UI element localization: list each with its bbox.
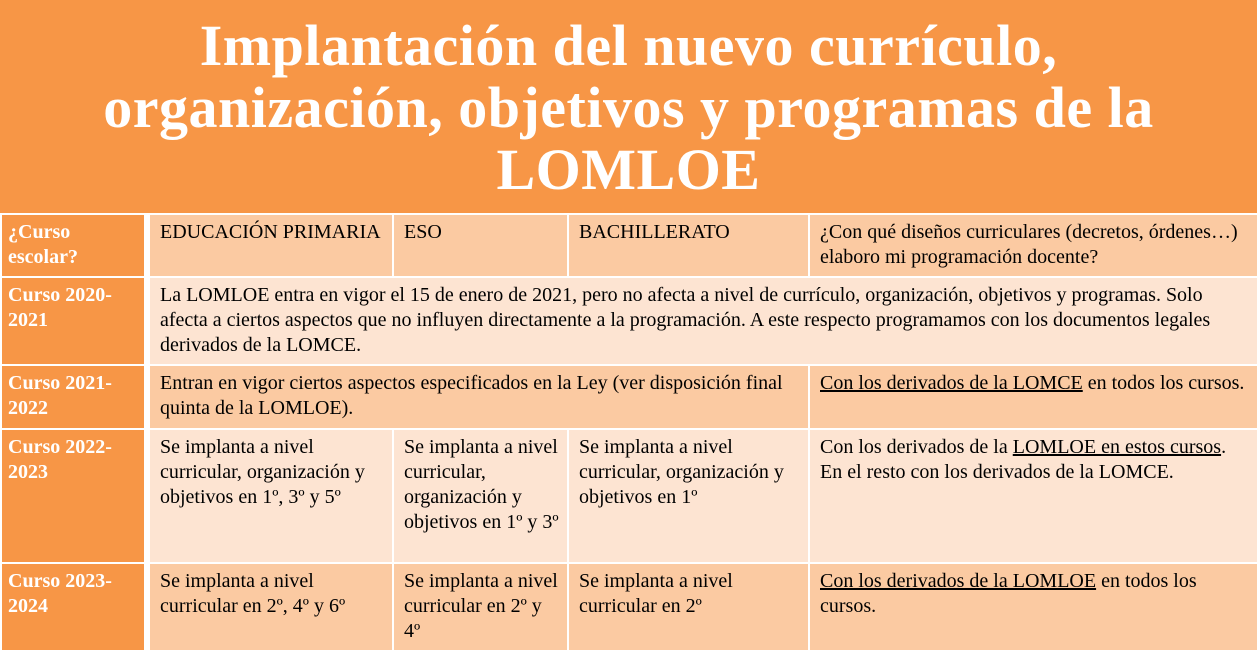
title-line-2: organización, objetivos y programas de la	[103, 74, 1154, 140]
table-header-row	[1, 214, 1257, 277]
table-row	[1, 365, 1257, 429]
underlined-text: Con los derivados de la LOMLOE	[820, 570, 1097, 592]
table-row	[1, 277, 1257, 365]
header-disenos-curriculares: ¿Con qué diseños curriculares (decretos, órdenes…) elaboro mi programación docente?	[809, 214, 1257, 277]
cell-text: . En el resto con los derivados de la LOMCE.	[820, 436, 1227, 483]
row-curso-label: Curso 2023-2024	[1, 563, 147, 651]
row-disenos-cell	[809, 365, 1257, 429]
row-merged-cell: Entran en vigor ciertos aspectos especificados en la Ley (ver disposición final quinta de la LOMLOE).	[147, 365, 809, 429]
row-disenos-cell	[809, 429, 1257, 563]
implementation-table	[0, 213, 1257, 652]
header-curso-escolar: ¿Curso escolar?	[1, 214, 147, 277]
row-bachillerato-cell: Se implanta a nivel curricular en 2º	[568, 563, 809, 651]
title-line-1: Implantación del nuevo currículo,	[199, 12, 1058, 78]
header-educacion-primaria: EDUCACIÓN PRIMARIA	[147, 214, 393, 277]
table-row	[1, 563, 1257, 651]
row-merged-cell: La LOMLOE entra en vigor el 15 de enero de 2021, pero no afecta a nivel de currículo, organización, objetivos y programas. Solo afecta a ciertos aspectos que no influyen directamente a la programación. A este respecto programamos con los documentos legales derivados de la LOMCE.	[147, 277, 1257, 365]
row-curso-label: Curso 2021-2022	[1, 365, 147, 429]
cell-text: en todos los cursos.	[820, 570, 1197, 617]
row-curso-label: Curso 2022-2023	[1, 429, 147, 563]
title-banner	[0, 0, 1257, 213]
row-primaria-cell: Se implanta a nivel curricular en 2º, 4º y 6º	[147, 563, 393, 651]
table-row	[1, 429, 1257, 563]
underlined-text: LOMLOE en estos cursos	[1012, 436, 1222, 458]
title-line-3: LOMLOE	[496, 136, 761, 202]
page-title	[103, 13, 1153, 201]
header-bachillerato: BACHILLERATO	[568, 214, 809, 277]
cell-text: en todos los cursos.	[1082, 372, 1245, 394]
cell-text: Con los derivados de la	[820, 436, 1013, 458]
row-disenos-cell	[809, 563, 1257, 651]
row-eso-cell: Se implanta a nivel curricular en 2º y 4º	[393, 563, 568, 651]
underlined-text: Con los derivados de la LOMCE	[820, 372, 1083, 394]
row-bachillerato-cell: Se implanta a nivel curricular, organización y objetivos en 1º	[568, 429, 809, 563]
row-eso-cell: Se implanta a nivel curricular, organización y objetivos en 1º y 3º	[393, 429, 568, 563]
row-primaria-cell: Se implanta a nivel curricular, organización y objetivos en 1º, 3º y 5º	[147, 429, 393, 563]
header-eso: ESO	[393, 214, 568, 277]
row-curso-label: Curso 2020-2021	[1, 277, 147, 365]
